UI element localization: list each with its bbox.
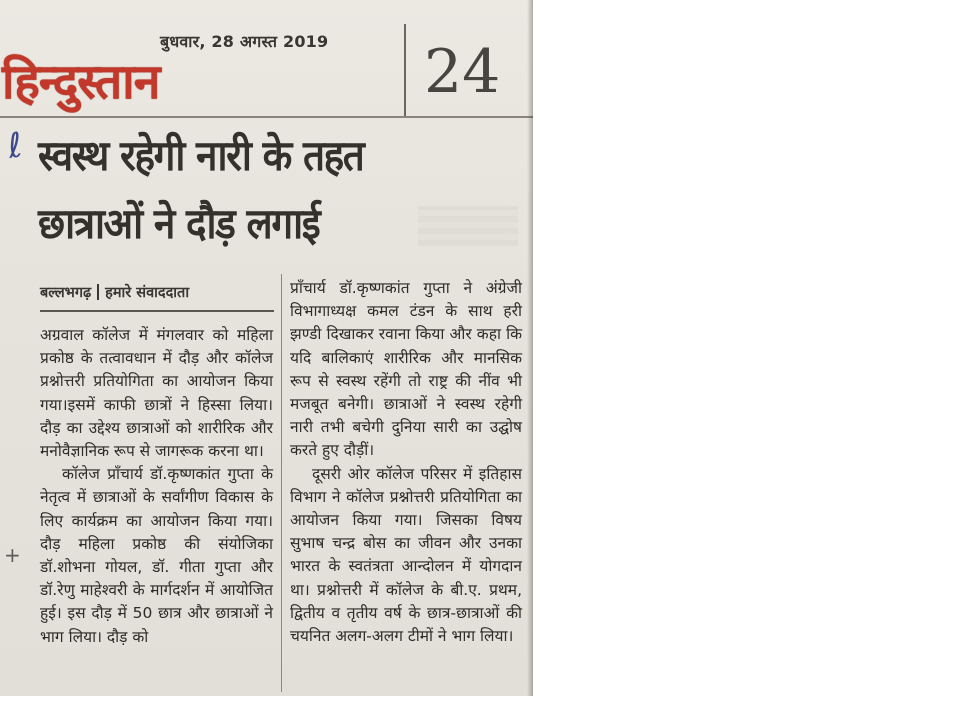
byline-rule <box>40 310 274 312</box>
article-headline <box>38 122 480 258</box>
paragraph: अग्रवाल कॉलेज में मंगलवार को महिला प्रकोष्ठ के तत्वावधान में दौड़ और कॉलेज प्रश्नोत्तरी प्रतियोगिता का आयोजन किया गया।इसमें काफी छात्रों ने हिस्सा लिया।दौड़ का उद्देश्य छात्राओं को शारीरिक और मनोवैज्ञानिक रूप से जागरूक करना था। <box>40 326 273 461</box>
paragraph: प्राँचार्य डॉ.कृष्णकांत गुप्ता ने अंग्रेजी विभागाध्यक्ष कमल टंडन के साथ हरी झण्डी दिखाकर रवाना किया और कहा कि यदि बालिकाएं शारीरिक और मानसिक रूप से स्वस्थ रहेंगी तो राष्ट्र की नींव भी मजबूत बनेगी। छात्राओं ने स्वस्थ रहेगी नारी तभी बचेगी दुनिया सारी का उद्घोष करते हुए दौड़ीं। <box>290 279 522 460</box>
column-divider <box>281 274 282 692</box>
masthead-band <box>0 0 533 118</box>
pen-mark-icon: ℓ <box>5 125 25 167</box>
paragraph: दूसरी ओर कॉलेज परिसर में इतिहास विभाग ने कॉलेज प्रश्नोत्तरी प्रतियोगिता का आयोजन किया गया। जिसका विषय सुभाष चन्द्र बोस का जीवन और उनका भारत के स्वतंत्रता आन्दोलन में योगदान था। प्रश्नोत्तरी में कॉलेज के बी.ए. प्रथम, द्वितीय व तृतीय वर्ष के छात्र-छात्राओं की चयनित अलग-अलग टीमों ने भाग लिया। <box>290 464 522 646</box>
paragraph: कॉलेज प्राँचार्य डॉ.कृष्णकांत गुप्ता के नेतृत्व में छात्राओं के सर्वांगीण विकास के लिए कार्यक्रम का आयोजन किया गया। दौड़ महिला प्रकोष्ठ की संयोजिका डॉ.शोभना गोयल, डॉ. गीता गुप्ता और डॉ.रेणु माहेश्वरी के मार्गदर्शन में आयोजित हुई। इस दौड़ में 50 छात्र और छात्राओं ने भाग लिया। दौड़ को <box>40 465 273 646</box>
headline-line-1: स्वस्थ रहेगी नारी के तहत <box>38 131 364 180</box>
byline-separator <box>97 284 99 300</box>
newspaper-masthead: हिन्दुस्तान <box>2 54 160 110</box>
headline-line-2: छात्राओं ने दौड़ लगाई <box>38 199 320 248</box>
byline <box>40 282 189 302</box>
registration-mark-icon: + <box>4 543 21 567</box>
byline-author: हमारे संवाददाता <box>105 285 190 301</box>
byline-place: बल्लभगढ़ <box>40 285 92 301</box>
masthead-rule <box>0 116 533 118</box>
page-number: 24 <box>424 37 501 107</box>
article-column-left <box>40 324 273 649</box>
masthead-divider <box>404 24 406 116</box>
faded-print-area <box>418 206 518 246</box>
article-column-right <box>290 277 522 648</box>
issue-date: बुधवार, 28 अगस्त 2019 <box>160 32 329 51</box>
